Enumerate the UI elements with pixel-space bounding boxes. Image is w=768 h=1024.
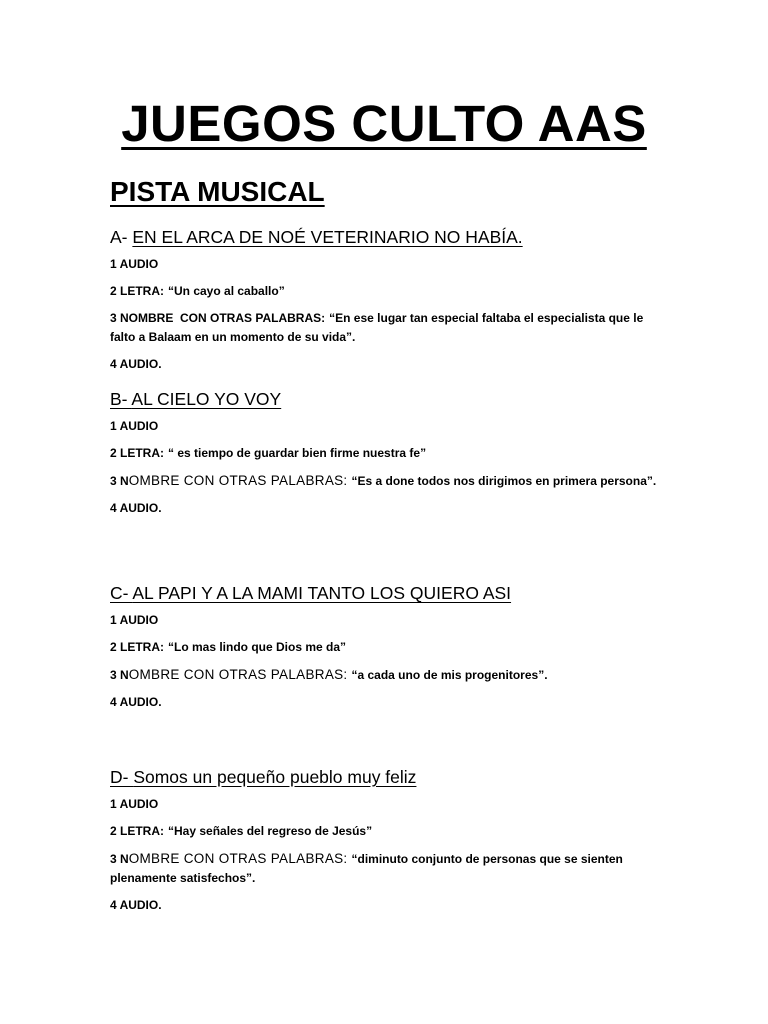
audio-step-4: 4 AUDIO. bbox=[110, 501, 162, 515]
audio-step-4: 4 AUDIO. bbox=[110, 898, 162, 912]
paraphrase-number: 3 N bbox=[110, 668, 129, 682]
song-section-a bbox=[110, 225, 670, 382]
document-title bbox=[0, 92, 768, 156]
song-section-b bbox=[110, 387, 670, 526]
lyric-text: “ es tiempo de guardar bien firme nuestra fe” bbox=[168, 446, 427, 460]
song-title bbox=[110, 225, 670, 249]
paraphrase-clue bbox=[110, 471, 670, 491]
paraphrase-text: “En ese lugar tan especial faltaba el especialista que le falto a Balaam en un momento de su vida”. bbox=[110, 311, 644, 344]
lyric-label: 2 LETRA: bbox=[110, 640, 164, 654]
audio-step-1: 1 AUDIO bbox=[110, 613, 159, 627]
song-name: AL CIELO YO VOY bbox=[131, 389, 282, 409]
lyric-label: 2 LETRA: bbox=[110, 446, 164, 460]
song-letter: C- bbox=[110, 583, 133, 603]
paraphrase-number: 3 N bbox=[110, 474, 129, 488]
lyric-label: 2 LETRA: bbox=[110, 824, 164, 838]
lyric-clue bbox=[110, 638, 670, 657]
paraphrase-label: OMBRE CON OTRAS PALABRAS: bbox=[128, 667, 348, 682]
lyric-clue bbox=[110, 822, 670, 841]
lyric-label: 2 LETRA: bbox=[110, 284, 164, 298]
paraphrase-clue bbox=[110, 309, 670, 347]
paraphrase-clue bbox=[110, 849, 670, 888]
song-section-d bbox=[110, 765, 670, 923]
paraphrase-label: OMBRE CON OTRAS PALABRAS: bbox=[128, 851, 348, 866]
song-title bbox=[110, 581, 670, 605]
song-letter: D- bbox=[110, 767, 134, 787]
song-name: EN EL ARCA DE NOÉ VETERINARIO NO HABÍA. bbox=[132, 227, 523, 247]
audio-step-4: 4 AUDIO. bbox=[110, 695, 162, 709]
section-heading: PISTA MUSICAL bbox=[110, 176, 325, 207]
lyric-text: “Hay señales del regreso de Jesús” bbox=[168, 824, 373, 838]
audio-step-1: 1 AUDIO bbox=[110, 257, 159, 271]
song-title bbox=[110, 765, 670, 789]
lyric-clue bbox=[110, 282, 670, 301]
song-title bbox=[110, 387, 670, 411]
song-letter: A- bbox=[110, 227, 133, 247]
lyric-text: “Un cayo al caballo” bbox=[168, 284, 285, 298]
song-letter: B- bbox=[110, 389, 132, 409]
paraphrase-text: “a cada uno de mis progenitores”. bbox=[351, 668, 548, 682]
lyric-text: “Lo mas lindo que Dios me da” bbox=[168, 640, 347, 654]
paraphrase-clue bbox=[110, 665, 670, 685]
paraphrase-label: 3 NOMBRE CON OTRAS PALABRAS: bbox=[110, 311, 326, 325]
lyric-clue bbox=[110, 444, 670, 463]
audio-step-1: 1 AUDIO bbox=[110, 797, 159, 811]
paraphrase-text: “diminuto conjunto de personas que se sienten plenamente satisfechos”. bbox=[110, 852, 623, 885]
paraphrase-number: 3 N bbox=[110, 852, 129, 866]
document-title-text: JUEGOS CULTO AAS bbox=[121, 95, 647, 152]
audio-step-1: 1 AUDIO bbox=[110, 419, 159, 433]
song-name: AL PAPI Y A LA MAMI TANTO LOS QUIERO ASI bbox=[132, 583, 512, 603]
song-name: Somos un pequeño pueblo muy feliz bbox=[133, 767, 417, 787]
paraphrase-label: OMBRE CON OTRAS PALABRAS: bbox=[128, 473, 348, 488]
paraphrase-text: “Es a done todos nos dirigimos en primera persona”. bbox=[351, 474, 657, 488]
audio-step-4: 4 AUDIO. bbox=[110, 357, 162, 371]
song-section-c bbox=[110, 581, 670, 720]
